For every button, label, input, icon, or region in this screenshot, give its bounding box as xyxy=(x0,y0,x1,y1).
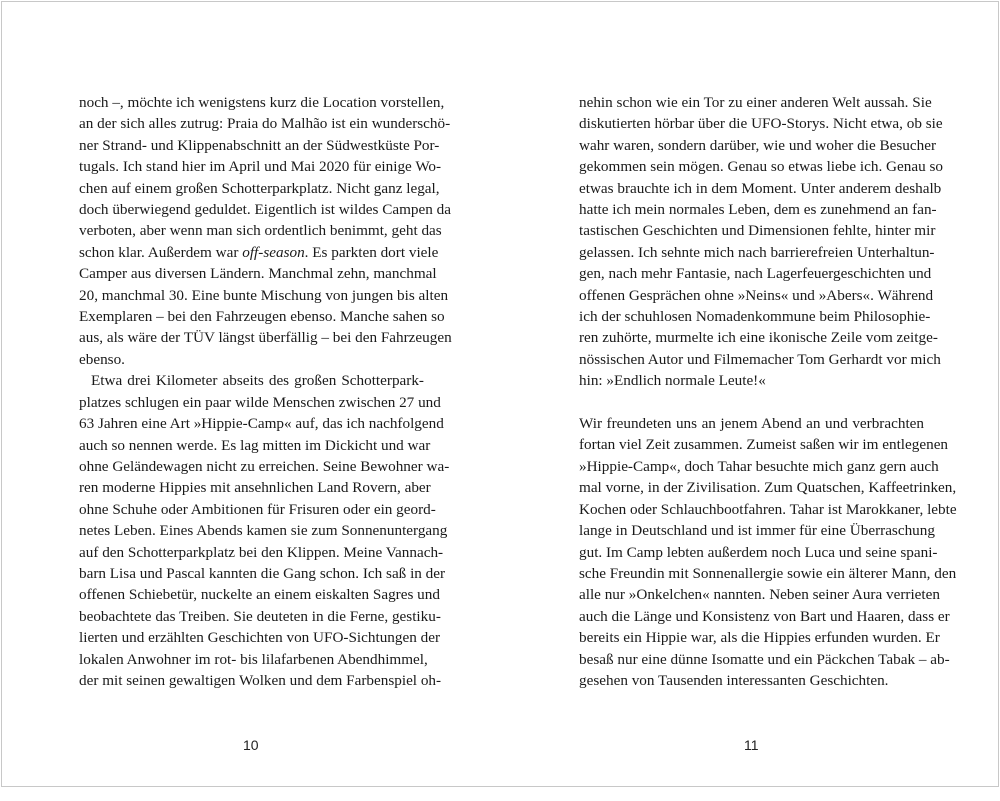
text-line: aus, als wäre der TÜV längst überfällig – bei den Fahrzeugen xyxy=(79,329,452,347)
italic-term: off-season xyxy=(242,243,305,261)
text-line: ner Strand- und Klippenabschnitt an der Südwestküste Por- xyxy=(79,136,440,154)
text-line-with-italic xyxy=(79,242,439,263)
text-line: netes Leben. Eines Abends kamen sie zum Sonnenuntergang xyxy=(79,522,448,540)
text-line: diskutierten hörbar über die UFO-Storys. Nicht etwa, ob sie xyxy=(579,115,943,133)
text-line: hatte ich mein normales Leben, dem es zunehmend an fan- xyxy=(579,201,937,219)
text-line: sche Freundin mit Sonnenallergie sowie ein älterer Mann, den xyxy=(579,564,957,582)
text-line: bereits ein Hippie war, als die Hippies erfunden wurden. Er xyxy=(579,629,940,647)
text-line: tugals. Ich stand hier im April und Mai 2020 für einige Wo- xyxy=(79,158,442,176)
text-line: offenen Schiebetür, nuckelte an einem eiskalten Sagres und xyxy=(79,586,440,604)
text-line: ich der schuhlosen Nomadenkommune beim Philosophie- xyxy=(579,308,931,326)
text-line: beobachtete das Treiben. Sie deuteten in die Ferne, gestiku- xyxy=(79,607,441,625)
text-line: nössischen Autor und Filmemacher Tom Gerhardt vor mich xyxy=(579,350,941,368)
text-line: gekommen sein mögen. Genau so etwas liebe ich. Genau so xyxy=(579,158,943,176)
text-line: der mit seinen gewaltigen Wolken und dem Farbenspiel oh- xyxy=(79,671,442,689)
left-page-text xyxy=(79,92,452,691)
text-line: an der sich alles zutrug: Praia do Malhão ist ein wunderschö- xyxy=(79,115,451,133)
text-line: nehin schon wie ein Tor zu einer anderen Welt aussah. Sie xyxy=(579,94,932,111)
text-line: Camper aus diversen Ländern. Manchmal zehn, manchmal xyxy=(79,265,437,283)
text-line: auch so nennen werde. Es lag mitten im Dickicht und war xyxy=(79,436,431,454)
text-line: mal vorne, in der Zivilisation. Zum Quatschen, Kaffeetrinken, xyxy=(579,479,957,497)
text-line: Exemplaren – bei den Fahrzeugen ebenso. Manche sahen so xyxy=(79,308,445,326)
text-line: 20, manchmal 30. Eine bunte Mischung von jungen bis alten xyxy=(79,286,449,304)
text-line: gen, nach mehr Fantasie, nach Lagerfeuergeschichten und xyxy=(579,265,932,283)
text-line: offenen Gesprächen ohne »Neins« und »Abers«. Während xyxy=(579,286,934,304)
text-line: etwas brauchte ich in dem Moment. Unter anderem deshalb xyxy=(579,179,942,197)
text-line: auf den Schotterparkplatz bei den Klippen. Meine Vannach- xyxy=(79,543,444,561)
text-segment: . Es parkten dort viele xyxy=(304,243,439,261)
text-line: fortan viel Zeit zusammen. Zumeist saßen wir im entlegenen xyxy=(579,436,949,454)
text-line: ebenso. xyxy=(79,350,125,368)
book-spread xyxy=(1,1,999,787)
text-line: gut. Im Camp lebten außerdem noch Luca und seine spani- xyxy=(579,543,938,561)
page-number-left: 10 xyxy=(243,737,259,753)
text-line: doch überwiegend geduldet. Eigentlich ist wildes Campen da xyxy=(79,201,451,219)
text-line: hin: »Endlich normale Leute!« xyxy=(579,372,766,390)
paragraph-spacer xyxy=(579,392,924,413)
text-segment: schon klar. Außerdem war xyxy=(79,243,243,261)
text-line: ohne Schuhe oder Ambitionen für Frisuren oder ein geord- xyxy=(79,500,436,518)
text-line: Kochen oder Schlauchbootfahren. Tahar ist Marokkaner, lebte xyxy=(579,500,957,518)
text-line: auch die Länge und Konsistenz von Bart und Haaren, dass er xyxy=(579,607,950,625)
text-line: platzes schlugen ein paar wilde Menschen zwischen 27 und xyxy=(79,393,441,411)
right-page-text xyxy=(579,92,957,691)
text-line: gesehen von Tausenden interessanten Geschichten. xyxy=(579,671,889,689)
text-line: gelassen. Ich sehnte mich nach barrierefreien Unterhaltun- xyxy=(579,243,935,261)
text-line: lierten und erzählten Geschichten von UFO-Sichtungen der xyxy=(79,629,441,647)
text-line: 63 Jahren eine Art »Hippie-Camp« auf, das ich nachfolgend xyxy=(79,415,444,433)
text-line: lokalen Anwohner im rot- bis lilafarbenen Abendhimmel, xyxy=(79,650,428,668)
text-line: chen auf einem großen Schotterparkplatz. Nicht ganz legal, xyxy=(79,179,440,197)
text-line: ren moderne Hippies mit ansehnlichen Land Rovern, aber xyxy=(79,479,431,497)
text-line: lange in Deutschland und ist immer für eine Überraschung xyxy=(579,522,935,540)
text-line: verboten, aber wenn man sich ordentlich benimmt, geht das xyxy=(79,222,442,240)
text-line: noch –, möchte ich wenigstens kurz die Location vorstellen, xyxy=(79,94,445,111)
text-line: Etwa drei Kilometer abseits des großen Schotterpark- xyxy=(91,372,424,390)
text-line: ohne Geländewagen nicht zu erreichen. Seine Bewohner wa- xyxy=(79,457,450,475)
text-line: tastischen Geschichten und Dimensionen fehlte, hinter mir xyxy=(579,222,936,240)
text-line: wahr waren, sondern darüber, wie und woher die Besucher xyxy=(579,136,937,154)
text-line: alle nur »Onkelchen« nannten. Neben seiner Aura verrieten xyxy=(579,586,940,604)
text-line: barn Lisa und Pascal kannten die Gang schon. Ich saß in der xyxy=(79,564,446,582)
text-line: besaß nur eine dünne Isomatte und ein Päckchen Tabak – ab- xyxy=(579,650,950,668)
page-number-right: 11 xyxy=(744,737,759,753)
text-line: Wir freundeten uns an jenem Abend an und verbrachten xyxy=(579,415,924,433)
text-line: »Hippie-Camp«, doch Tahar besuchte mich ganz gern auch xyxy=(579,457,939,475)
text-line: ren zuhörte, murmelte ich eine ikonische Zeile vom zeitge- xyxy=(579,329,938,347)
